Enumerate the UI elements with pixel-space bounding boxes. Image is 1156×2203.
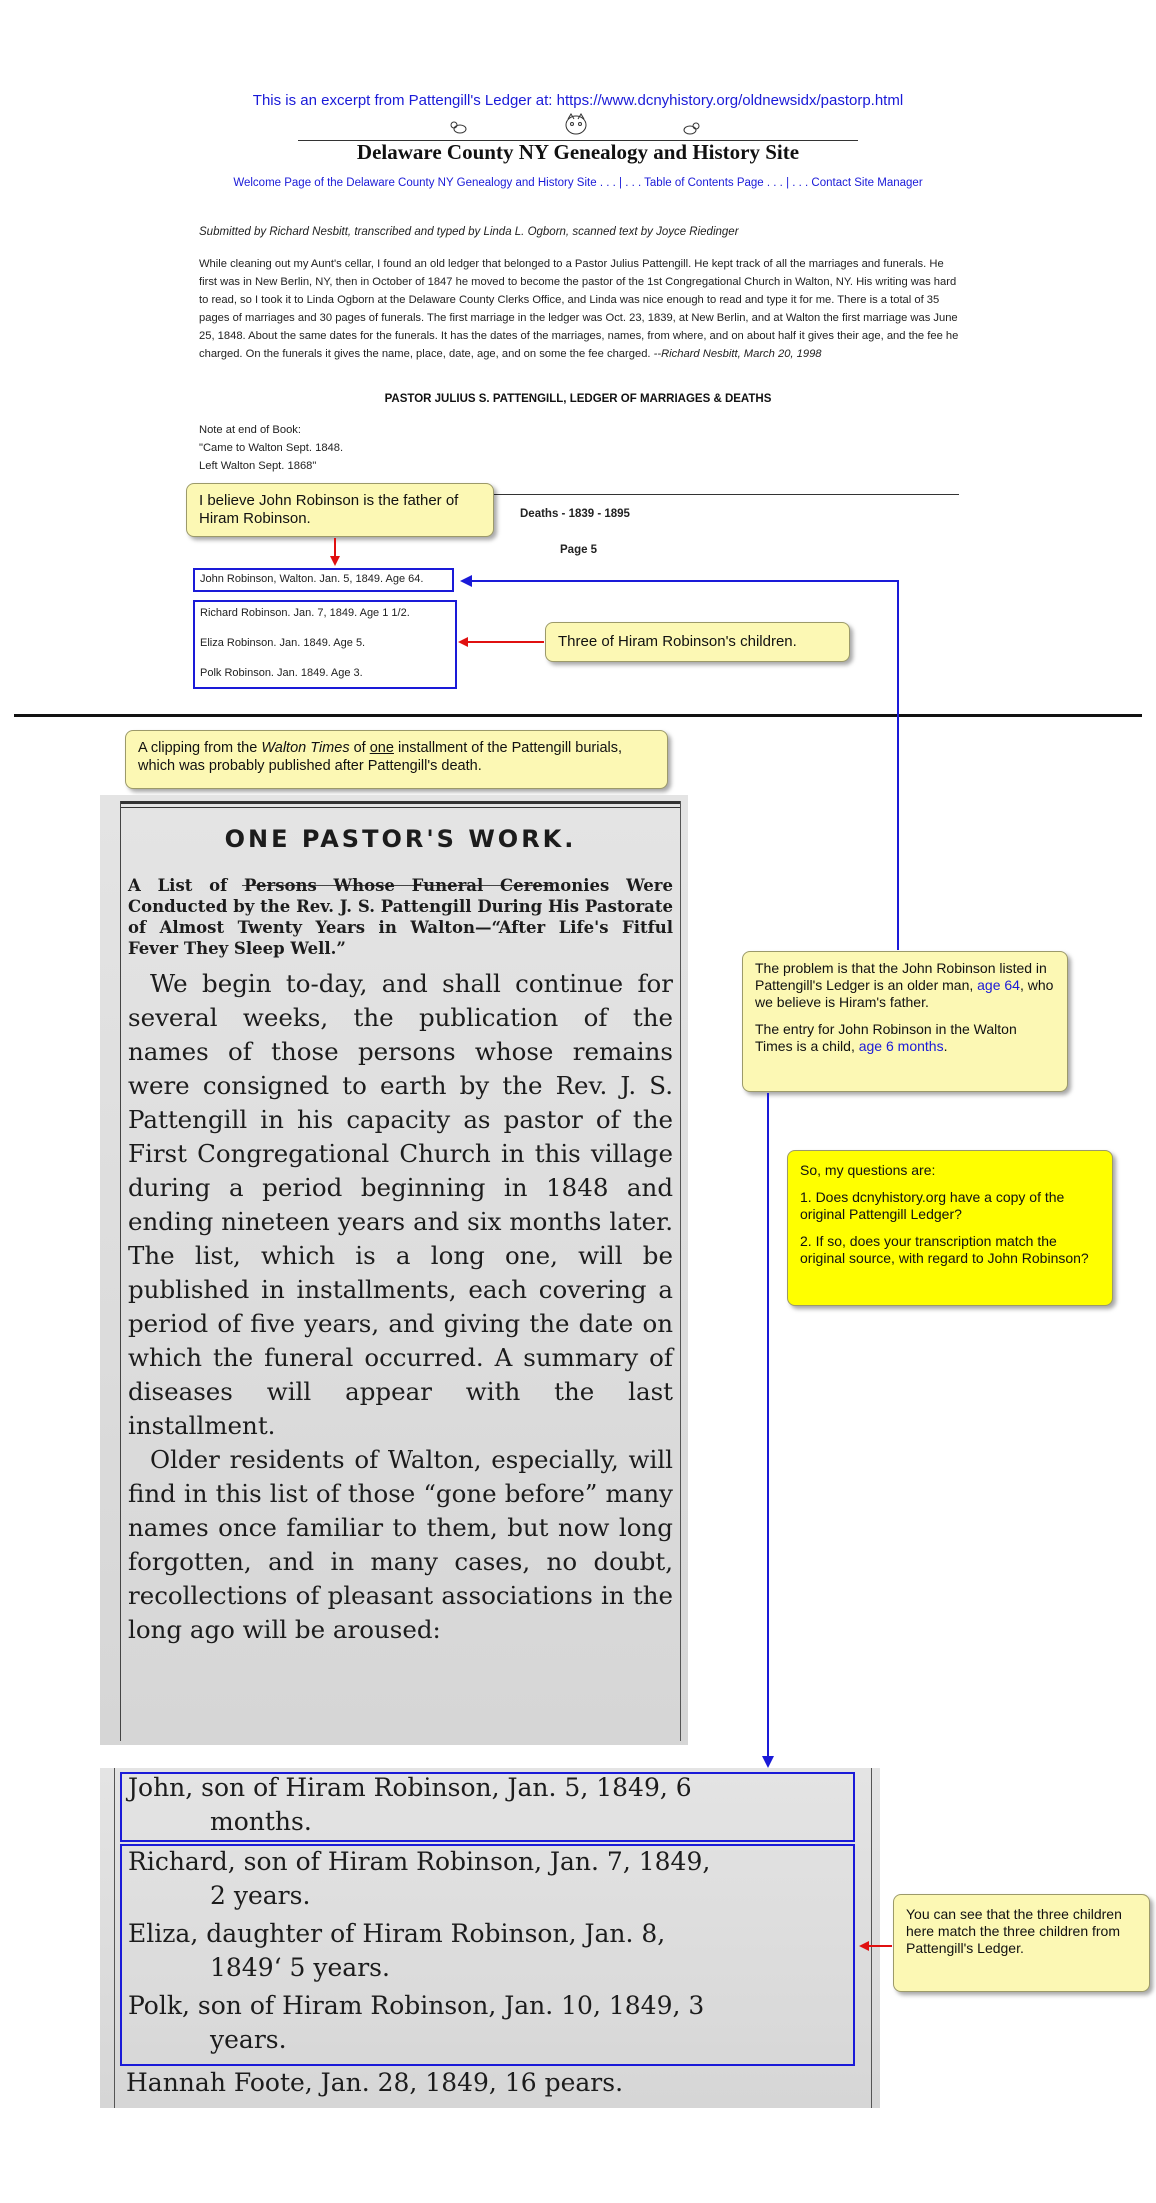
submitted-by: Submitted by Richard Nesbitt, transcribed and typed by Linda L. Ogborn, scanned text by Joyce Riedinger xyxy=(199,226,739,238)
deaths-heading: Deaths - 1839 - 1895 xyxy=(520,508,630,520)
clip-line: Eliza, daughter of Hiram Robinson, Jan. 8, xyxy=(128,1919,666,1948)
ledger-heading: PASTOR JULIUS S. PATTENGILL, LEDGER OF MARRIAGES & DEATHS xyxy=(384,393,772,405)
nav-link-contact[interactable]: . . . Contact Site Manager xyxy=(792,177,923,189)
intro-text: While cleaning out my Aunt's cellar, I found an old ledger that belonged to a Pastor Julius Pattengill. He kept track of all the marriages and funerals. He first was in New Berlin, NY, then in October of 1847 he moved to become the pastor of the 1st Congregational Church in Walton, NY. His writing was hard to read, so I took it to Linda Ogborn at the Delaware County Clerks Office, and Linda was nice enough to read and type it for me. There is a total of 35 pages of marriages and 30 pages of funerals. The first marriage in the ledger was Oct. 23, 1839, at New Berlin, and at Walton the first marriage was June 25, 1848. About the same dates for the funerals. It has the dates of the marriages, names, from where, and on about half it gives their age, and the fee he charged. On the funerals it gives the name, place, date, age, and on some the fee charged. xyxy=(199,258,959,360)
callout-children: Three of Hiram Robinson's children. xyxy=(545,622,850,662)
intro-signature: --Richard Nesbitt, March 20, 1998 xyxy=(653,348,822,360)
callout-clipping: A clipping from the Walton Times of one installment of the Pattengill burials, which was probably published after Pattengill's death. xyxy=(125,730,668,789)
nav-link-welcome[interactable]: Welcome Page of the Delaware County NY Genealogy and History Site . . . | xyxy=(233,177,622,189)
child-entry: Polk Robinson. Jan. 1849. Age 3. xyxy=(200,667,363,679)
clip-line: Richard, son of Hiram Robinson, Jan. 7, 1849, xyxy=(128,1847,711,1876)
clip-line: Hannah Foote, Jan. 28, 1849, 16 pears. xyxy=(126,2068,624,2097)
clip-line: 1849‘ 5 years. xyxy=(210,1953,390,1982)
excerpt-note: This is an excerpt from Pattengill's Ledger at: https://www.dcnyhistory.org/oldnewsidx/pastorp.html xyxy=(252,92,904,109)
callout-father: I believe John Robinson is the father of Hiram Robinson. xyxy=(186,483,494,537)
clipping-subhead: A List of Persons Whose Funeral Ceremonies Were Conducted by the Rev. J. S. Pattengill During His Pastorate of Almost Twenty Years in Walton—“After Life's Fitful Fever They Sleep Well.” xyxy=(128,876,673,958)
john-entry: John Robinson, Walton. Jan. 5, 1849. Age 64. xyxy=(200,573,424,585)
site-title: Delaware County NY Genealogy and History Site xyxy=(356,140,800,164)
callout-children-match: You can see that the three children here match the three children from Pattengill's Ledger. xyxy=(893,1894,1150,1992)
child-entry: Richard Robinson. Jan. 7, 1849. Age 1 1/2. xyxy=(200,607,410,619)
note-line: "Came to Walton Sept. 1848. xyxy=(199,442,344,454)
clip-line: Polk, son of Hiram Robinson, Jan. 10, 1849, 3 xyxy=(128,1991,705,2020)
clip-line: months. xyxy=(210,1807,312,1836)
note-line: Note at end of Book: xyxy=(199,424,301,436)
page-label: Page 5 xyxy=(560,544,598,556)
callout-questions: So, my questions are: 1. Does dcnyhistory.org have a copy of the original Pattengill Ledger? 2. If so, does your transcription match the original source, with regard to John Robinson? xyxy=(787,1150,1113,1306)
clipping-title: ONE PASTOR'S WORK. xyxy=(224,825,577,853)
callout-problem: The problem is that the John Robinson listed in Pattengill's Ledger is an older man, age 64, who we believe is Hiram's father. The entry for John Robinson in the Walton Times is a child, age 6 months. xyxy=(742,951,1068,1092)
clip-line: John, son of Hiram Robinson, Jan. 5, 1849, 6 xyxy=(128,1773,692,1802)
clipping-paragraph: We begin to-day, and shall continue for several weeks, the publication of the names of those persons whose remains were consigned to earth by the Rev. J. S. Pattengill in his capacity as pastor of the First Congregational Church in this village during a period beginning in 1848 and ending nineteen years and six months later. The list, which is a long one, will be published in installments, each covering a period of five years, and giving the date on which the funeral occurred. A summary of diseases will appear with the last installment. xyxy=(128,969,673,1440)
arrow-problem-to-john xyxy=(462,581,898,950)
clipping-paragraph: Older residents of Walton, especially, will find in this list of those “gone before” many names once familiar to them, but now long forgotten, and in many cases, no doubt, recollections of pleasant associations in the long ago will be aroused: xyxy=(128,1445,673,1644)
clip-line: years. xyxy=(210,2025,287,2054)
child-entry: Eliza Robinson. Jan. 1849. Age 5. xyxy=(200,637,366,649)
nav-link-toc[interactable]: . . . Table of Contents Page . . . | xyxy=(625,177,790,189)
note-line: Left Walton Sept. 1868" xyxy=(199,460,317,472)
clip-line: 2 years. xyxy=(210,1881,311,1910)
